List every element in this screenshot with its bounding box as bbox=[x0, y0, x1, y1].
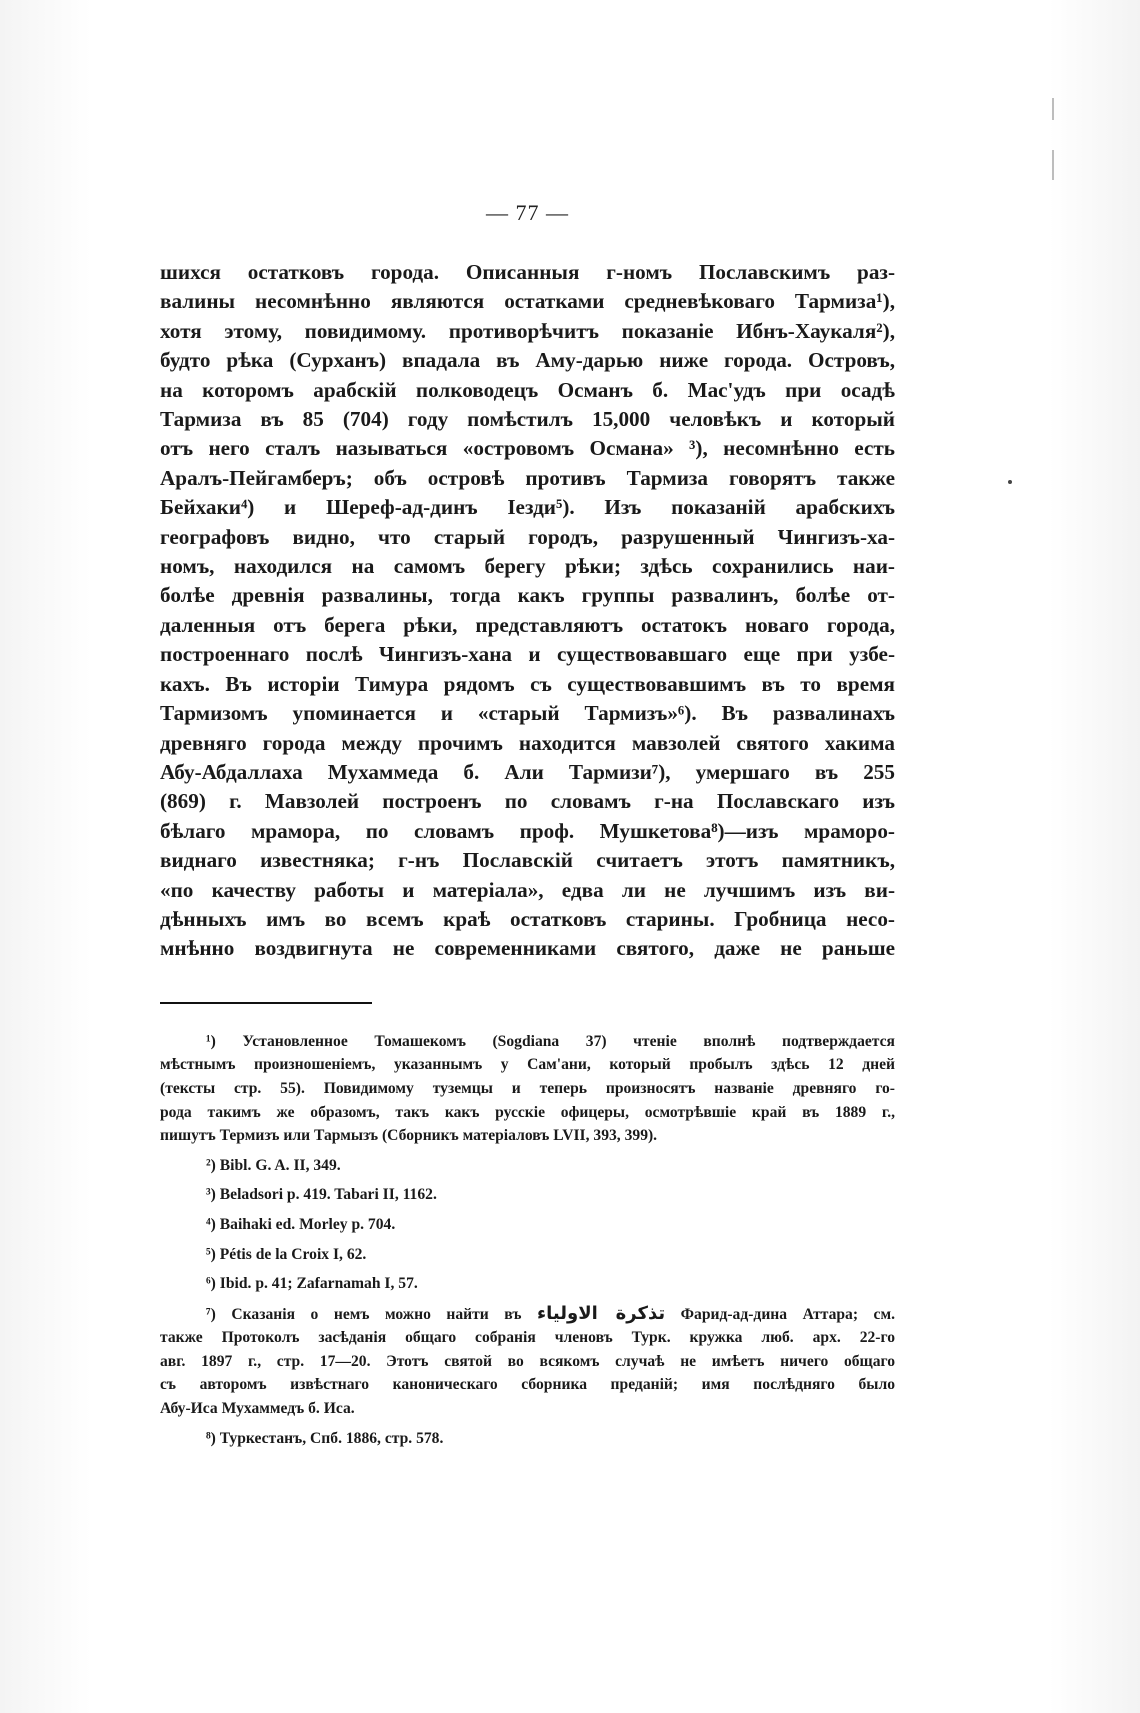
body-line: Бейхаки⁴) и Шереф-ад-динъ Іезди⁵). Изъ показаній арабскихъ bbox=[160, 495, 895, 520]
body-text bbox=[160, 258, 895, 964]
page-number: — 77 — bbox=[486, 200, 569, 225]
footnote-3 bbox=[160, 1183, 895, 1207]
body-line: дѣнныхъ имъ во всемъ краѣ остатковъ старины. Гробница несо- bbox=[160, 906, 895, 931]
footnote-mark: ²) bbox=[206, 1156, 216, 1174]
footnote-line: рода такимъ же образомъ, такъ какъ русскіе офицеры, осмотрѣвшіе край въ 1889 г., bbox=[160, 1103, 895, 1121]
body-line: будто рѣка (Сурханъ) впадала въ Аму-дарью ниже города. Островъ, bbox=[160, 348, 895, 373]
body-line: шихся остатковъ города. Описанныя г-номъ Пославскимъ раз- bbox=[160, 260, 895, 284]
footnote-line: ⁶) Ibid. p. 41; Zafarnamah I, 57. bbox=[206, 1275, 418, 1293]
book-page bbox=[160, 200, 895, 1450]
footnote-line: ²) Bibl. G. A. II, 349. bbox=[206, 1156, 341, 1174]
footnote-mark: ⁸) bbox=[206, 1429, 216, 1447]
margin-mark bbox=[1052, 150, 1054, 180]
body-line: кахъ. Въ исторіи Тимура рядомъ съ существовавшимъ въ то время bbox=[160, 671, 895, 696]
body-line: древняго города между прочимъ находится мавзолей святого хакима bbox=[160, 730, 895, 755]
footnote-mark: ⁵) bbox=[206, 1245, 216, 1263]
body-line: Тармизомъ упоминается и «старый Тармизъ»⁶). Въ развалинахъ bbox=[160, 701, 895, 726]
footnote-line: ³) Beladsori p. 419. Tabari II, 1162. bbox=[206, 1186, 437, 1204]
body-line: номъ, находился на самомъ берегу рѣки; здѣсь сохранились наи- bbox=[160, 554, 895, 579]
body-line: «по качеству работы и матеріала», едва ли не лучшимъ изъ ви- bbox=[160, 877, 895, 902]
body-line: географовъ видно, что старый городъ, разрушенный Чингизъ-ха- bbox=[160, 524, 895, 549]
footnote-5 bbox=[160, 1243, 895, 1267]
footnote-mark: ⁷) bbox=[206, 1305, 216, 1323]
footnote-1 bbox=[160, 1030, 895, 1148]
body-line: на которомъ арабскій полководецъ Османъ б. Мас'удъ при осадѣ bbox=[160, 377, 895, 402]
footnote-line: ⁷) Сказанія о немъ можно найти въ تذكرة الاولياء Фарид-ад-дина Аттара; см. bbox=[206, 1302, 895, 1324]
footnote-line: также Протоколъ засѣданія общаго собранія членовъ Турк. кружка люб. арх. 22-го bbox=[160, 1329, 895, 1347]
footnote-mark: ⁶) bbox=[206, 1275, 216, 1293]
footnote-line: съ авторомъ извѣстнаго каноническаго сборника преданій; имя послѣдняго было bbox=[160, 1376, 895, 1394]
body-line: построеннаго послѣ Чингизъ-хана и существовавшаго еще при узбе- bbox=[160, 642, 895, 667]
footnote-divider bbox=[160, 1002, 372, 1004]
footnote-8 bbox=[160, 1427, 895, 1451]
footnote-line: авг. 1897 г., стр. 17—20. Этотъ святой во всякомъ случаѣ не имѣетъ ничего общаго bbox=[160, 1352, 895, 1370]
footnote-line: ⁵) Pétis de la Croix I, 62. bbox=[206, 1245, 367, 1263]
body-line: болѣе древнія развалины, тогда какъ группы развалинъ, болѣе от- bbox=[160, 583, 895, 608]
body-line: (869) г. Мавзолей построенъ по словамъ г-на Пославскаго изъ bbox=[160, 789, 895, 814]
body-line: бѣлаго мрамора, по словамъ проф. Мушкетова⁸)—изъ мраморо- bbox=[160, 818, 895, 843]
body-line: Абу-Абдаллаха Мухаммеда б. Али Тармизи⁷), умершаго въ 255 bbox=[160, 759, 895, 784]
footnote-line: (тексты стр. 55). Повидимому туземцы и теперь произносятъ названіе древняго го- bbox=[160, 1079, 895, 1097]
footnote-line: ¹) Установленное Томашекомъ (Sogdiana 37) чтеніе вполнѣ подтверждается bbox=[206, 1032, 895, 1050]
footnote-line: пишутъ Термизъ или Тармызъ (Сборникъ матеріаловъ LVII, 393, 399). bbox=[160, 1127, 658, 1145]
body-line: даленныя отъ берега рѣки, представляютъ остатокъ новаго города, bbox=[160, 612, 895, 637]
body-line: хотя этому, повидимому. противорѣчитъ показаніе Ибнъ-Хаукаля²), bbox=[160, 318, 895, 343]
footnote-mark: ⁴) bbox=[206, 1215, 216, 1233]
footnote-mark: ¹) bbox=[206, 1032, 216, 1050]
footnote-line: мѣстнымъ произношеніемъ, указаннымъ у Сам'ани, который пробылъ здѣсь 12 дней bbox=[160, 1056, 895, 1074]
body-line: отъ него сталъ называться «островомъ Османа» ³), несомнѣнно есть bbox=[160, 436, 895, 461]
arabic-title: تذكرة الاولياء bbox=[536, 1302, 666, 1324]
footnote-line: ⁴) Baihaki ed. Morley p. 704. bbox=[206, 1215, 396, 1233]
body-line: Тармиза въ 85 (704) году помѣстилъ 15,000 человѣкъ и который bbox=[160, 407, 895, 432]
margin-dot bbox=[1008, 480, 1012, 484]
body-line: мнѣнно воздвигнута не современниками святого, даже не раньше bbox=[160, 936, 895, 961]
body-line: виднаго известняка; г-нъ Пославскій считаетъ этотъ памятникъ, bbox=[160, 848, 895, 873]
footnote-7 bbox=[160, 1302, 895, 1421]
footnotes bbox=[160, 1030, 895, 1451]
body-line: Аралъ-Пейгамберъ; объ островѣ противъ Тармиза говорятъ также bbox=[160, 465, 895, 490]
margin-mark bbox=[1052, 98, 1054, 120]
footnote-line: ⁸) Туркестанъ, Спб. 1886, стр. 578. bbox=[206, 1429, 444, 1447]
footnote-2 bbox=[160, 1154, 895, 1178]
body-line: валины несомнѣнно являются остатками средневѣковаго Тармиза¹), bbox=[160, 289, 895, 314]
footnote-line: Абу-Иса Мухаммедъ б. Иса. bbox=[160, 1400, 355, 1418]
footnote-4 bbox=[160, 1213, 895, 1237]
footnote-6 bbox=[160, 1272, 895, 1296]
footnote-mark: ³) bbox=[206, 1186, 216, 1204]
